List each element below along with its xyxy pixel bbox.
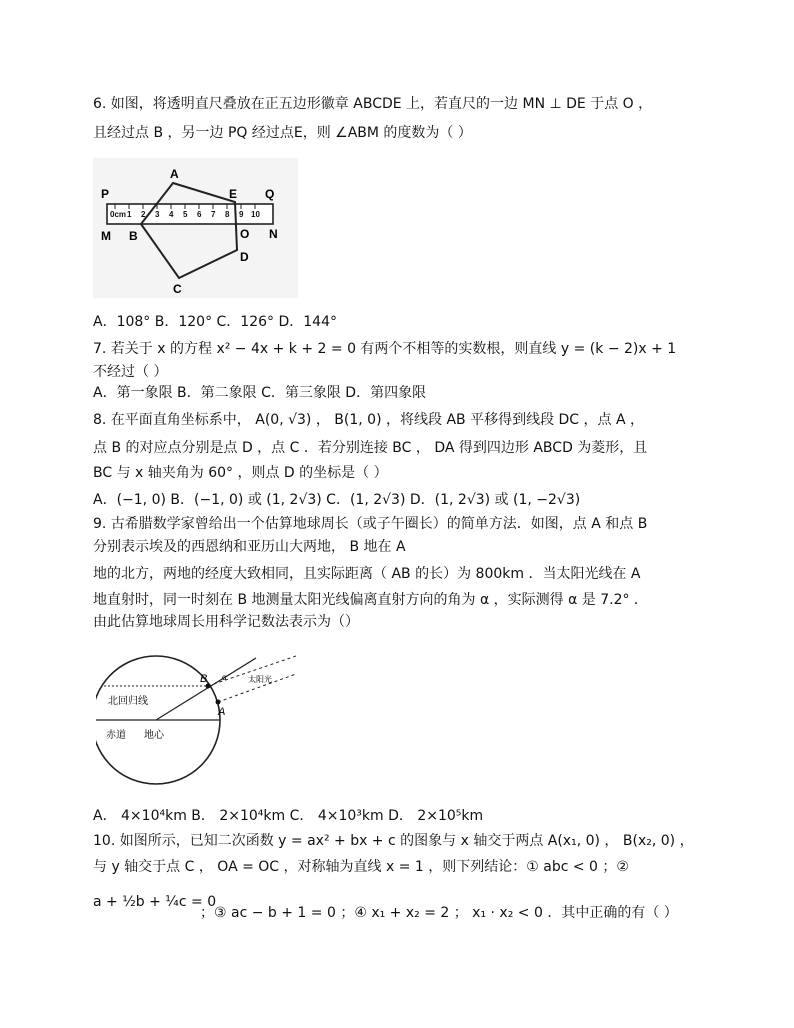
q9-stem-line2: 分别表示埃及的西恩纳和亚历山大两地， B 地在 A — [93, 539, 406, 555]
q6-stem-line1: 6. 如图，将透明直尺叠放在正五边形徽章 ABCDE 上，若直尺的一边 MN ⊥ DE 于点 O ， — [93, 96, 653, 112]
q8-choices: A．(−1, 0) B．(−1, 0) 或 (1, 2√3) C．(1, 2√3) D．(1, 2√3) 或 (1, −2√3) — [93, 492, 581, 508]
equator-label: 赤道 — [106, 730, 126, 741]
pt-A-q9: A — [218, 706, 226, 718]
center-label: 地心 — [144, 730, 164, 741]
q10-stem-line1: 10. 如图所示，已知二次函数 y = ax² + bx + c 的图象与 x 轴交于两点 A(x₁, 0) ， B(x₂, 0) ， — [93, 833, 694, 849]
q8-stem-line2: 点 B 的对应点分别是点 D ，点 C ．若分别连接 BC ， DA 得到四边形 ABCD 为菱形，且 — [93, 440, 648, 456]
ruler-label-0: 0cm — [110, 210, 127, 219]
pt-D: D — [240, 250, 249, 264]
pt-O: O — [240, 227, 250, 241]
q9-stem-line4: 地直射时，同一时刻在 B 地测量太阳光线偏离直射方向的角为 α ，实际测得 α 是 7.2° ． — [93, 592, 648, 608]
alpha-label: α — [222, 673, 227, 682]
ruler-label-10: 10 — [251, 210, 260, 219]
ruler-label-5: 5 — [183, 210, 188, 219]
ruler-label-8: 8 — [225, 210, 230, 219]
q9-figure — [96, 650, 296, 790]
ruler-label-4: 4 — [169, 210, 174, 219]
q7-choices: A．第一象限 B．第二象限 C．第三象限 D．第四象限 — [93, 385, 427, 401]
ruler-label-2: 2 — [141, 210, 146, 219]
q9-stem-line1: 9. 古希腊数学家曾给出一个估算地球周长（或子午圈长）的简单方法．如图，点 A 和点 B — [93, 516, 648, 532]
pt-C: C — [173, 282, 182, 296]
pt-A: A — [170, 167, 179, 181]
q9-stem-line5: 由此估算地球周长用科学记数法表示为（） — [93, 614, 359, 630]
pt-M: M — [101, 229, 111, 243]
ruler-label-3: 3 — [155, 210, 160, 219]
ruler-label-6: 6 — [197, 210, 202, 219]
q8-stem-line3: BC 与 x 轴夹角为 60° ，则点 D 的坐标是（ ） — [93, 465, 388, 481]
ruler-label-1: 1 — [127, 210, 132, 219]
pt-N: N — [269, 227, 278, 241]
q9-stem-line3: 地的北方，两地的经度大致相同，且实际距离（ AB 的长）为 800km ．当太阳光线在 A — [93, 566, 641, 582]
pt-Q: Q — [265, 187, 275, 201]
q10-stem-line2: 与 y 轴交于点 C ， OA = OC ，对称轴为直线 x = 1 ，则下列结论：① abc < 0 ；② — [93, 859, 629, 875]
sun-label: 太阳光 — [248, 675, 272, 684]
tropic-label: 北回归线 — [108, 696, 148, 707]
pt-B: B — [129, 229, 138, 243]
q6-stem-line2: 且经过点 B ，另一边 PQ 经过点E，则 ∠ABM 的度数为（ ） — [93, 125, 472, 141]
q7-stem-line2: 不经过（ ） — [93, 364, 168, 380]
q10-stem-line3: ；③ ac − b + 1 = 0 ；④ x₁ + x₂ = 2 ； x₁ · x₂ < 0 ．其中正确的有（ ） — [200, 905, 678, 921]
pt-B-q9: B — [200, 673, 208, 685]
q6-choices: A．108° B．120° C．126° D．144° — [93, 314, 337, 330]
pt-P: P — [101, 187, 110, 201]
q7-stem-line1: 7. 若关于 x 的方程 x² − 4x + k + 2 = 0 有两个不相等的实数根，则直线 y = (k − 2)x + 1 — [93, 341, 677, 357]
pt-E: E — [229, 187, 238, 201]
ruler-label-9: 9 — [239, 210, 244, 219]
ruler-label-7: 7 — [211, 210, 216, 219]
q8-stem-line1: 8. 在平面直角坐标系中， A(0, √3) ， B(1, 0) ，将线段 AB 平移得到线段 DC ，点 A ， — [93, 412, 645, 428]
q6-figure — [93, 158, 298, 298]
q9-choices: A． 4×10⁴km B． 2×10⁴km C． 4×10³km D． 2×10⁵km — [93, 808, 484, 824]
q10-formula: a + ½b + ¼c = 0 — [93, 894, 217, 910]
